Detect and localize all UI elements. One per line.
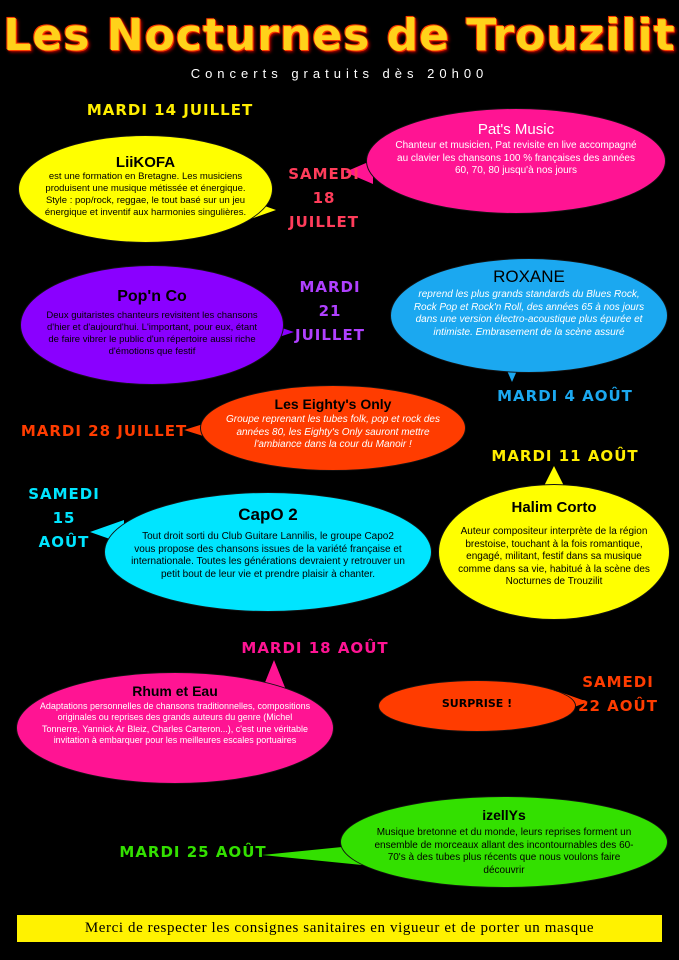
event-bubble-liikofa — [18, 135, 273, 243]
date-mardi-25-aout: MARDI 25 AOÛT — [119, 843, 267, 861]
event-bubble-capo2 — [104, 492, 432, 612]
event-description: Tout droit sorti du Club Guitare Lannilis, le groupe Capo2 vous propose des chansons issues de la variété française et internationale. Toutes les générations devraient y retrouver un petit bout de leur vie et prendre plaisir à chanter. — [131, 531, 405, 580]
date-samedi-15-aout: SAMEDI 15 AOÛT — [28, 485, 100, 551]
sanitary-notice: Merci de respecter les consignes sanitaires en vigueur et de porter un masque — [17, 915, 662, 942]
date-mardi-21-juillet: MARDI 21 JUILLET — [295, 278, 365, 344]
event-bubble-popnco — [20, 265, 284, 385]
event-name: CapO 2 — [238, 505, 298, 524]
event-bubble-roxane — [390, 258, 668, 373]
date-mardi-18-aout: MARDI 18 AOÛT — [241, 639, 389, 657]
date-samedi-22-aout: SAMEDI 22 AOÛT — [578, 673, 658, 715]
date-mardi-14-juillet: MARDI 14 JUILLET — [86, 101, 254, 119]
event-name: Les Eighty's Only — [274, 396, 392, 412]
event-name: Pop'n Co — [117, 288, 187, 305]
event-description: Deux guitaristes chanteurs revisitent les chansons d'hier et d'aujourd'hui. L'important, pour eux, étant de faire vibrer le public d'un répertoire aussi riche d'émotions que festif — [46, 310, 258, 357]
event-name: Halim Corto — [511, 499, 597, 516]
date-mardi-4-aout: MARDI 4 AOÛT — [497, 387, 633, 405]
event-bubble-surprise — [378, 680, 576, 732]
date-samedi-18-juillet: SAMEDI 18 JUILLET — [288, 165, 360, 231]
event-name: LiiKOFA — [115, 154, 176, 171]
event-description: Adaptations personnelles de chansons traditionnelles, compositions originales ou reprises des grands auteurs du genre (Michel Tonnerre, Yannick Ar Bleiz, Charles Carteron...), c'est une véritable invitation à embarquer pour les meilleures escales portuaires — [39, 701, 311, 745]
date-mardi-28-juillet: MARDI 28 JUILLET — [20, 422, 188, 440]
event-name: Rhum et Eau — [132, 683, 218, 699]
date-mardi-11-aout: MARDI 11 AOÛT — [491, 447, 639, 465]
event-description: Musique bretonne et du monde, leurs reprises forment un ensemble de morceaux allant des incontournables des 60-70's à des tubes plus récents que nous voulons faire découvrir — [374, 827, 634, 876]
event-name: ROXANE — [493, 267, 565, 286]
event-description: est une formation en Bretagne. Les musiciens produisent une musique métissée et énergique. Style : pop/rock, reggae, le tout basé sur un jeu énergique et inventif aux harmonies singulières. — [44, 171, 247, 218]
event-bubble-halim-corto — [438, 484, 670, 620]
event-name: SURPRISE ! — [441, 697, 513, 710]
event-bubble-izellys — [340, 796, 668, 888]
event-bubble-pats-music — [366, 108, 666, 214]
event-description: Chanteur et musicien, Pat revisite en live accompagné au clavier les chansons 100 % françaises des années 60, 70, 80 jusqu'à nos jours — [395, 140, 637, 176]
event-description: Groupe reprenant les tubes folk, pop et rock des années 80, les Eighty's Only sauront mettre l'ambiance dans la cour du Manoir ! — [225, 414, 440, 450]
event-description: Auteur compositeur interprète de la région brestoise, touchant à la fois romantique, engagé, militant, festif dans sa musique comme dans sa vie, habitué à la scène des Nocturnes de Trouzilit — [458, 526, 650, 587]
event-description: reprend les plus grands standards du Blues Rock, Rock Pop et Rock'n Roll, des années 65 à nos jours dans une version électro-acoustique plus épurée et intimiste. Embrasement de la scène assuré — [413, 289, 645, 338]
poster-subtitle: Concerts gratuits dès 20h00 — [190, 66, 489, 81]
poster-title: Les Nocturnes de Trouzilit — [3, 10, 676, 61]
event-name: izellYs — [482, 807, 526, 823]
event-bubble-rhum-et-eau — [16, 672, 334, 784]
event-name: Pat's Music — [477, 121, 555, 138]
event-bubble-eightys-only — [200, 385, 466, 471]
